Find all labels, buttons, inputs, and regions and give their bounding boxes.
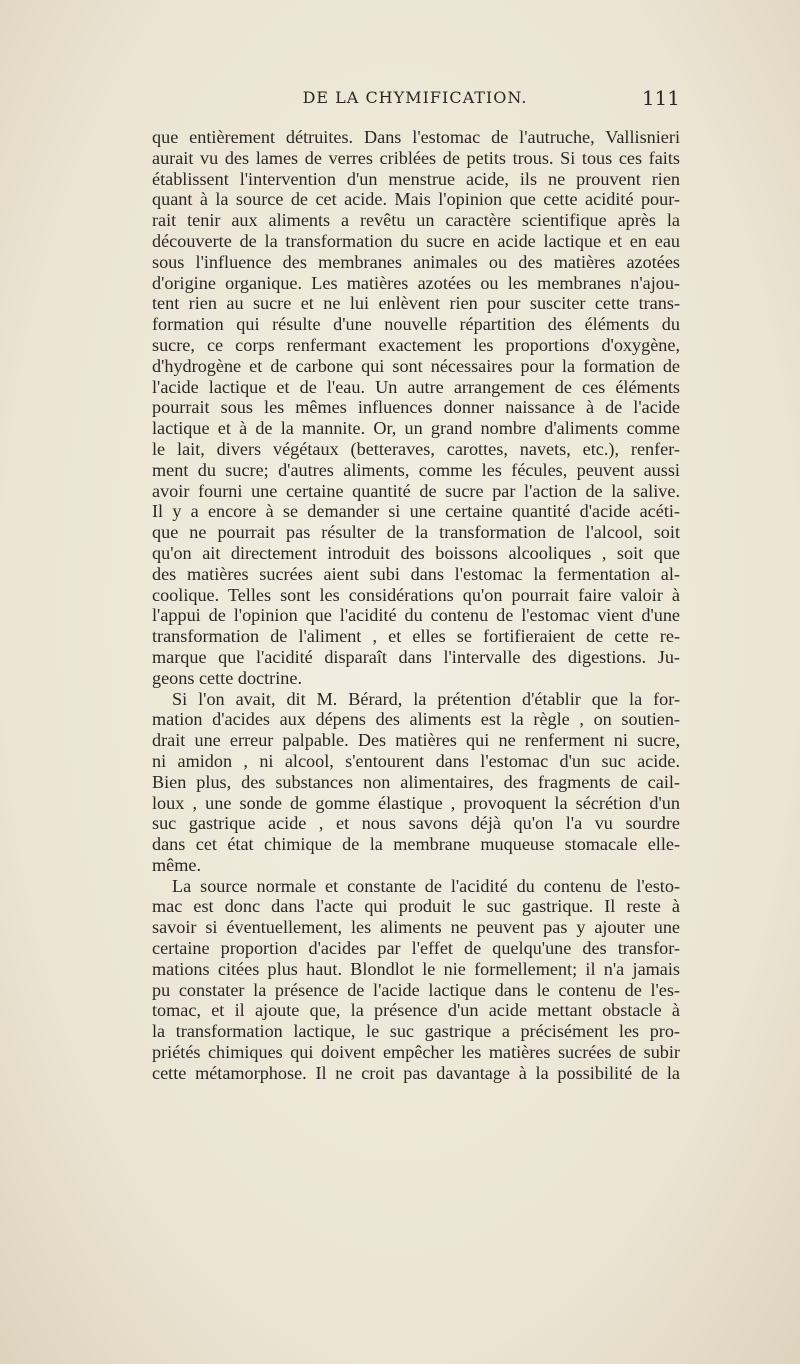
text-line: priétés chimiques qui doivent empêcher les matières sucrées de subir bbox=[152, 1042, 680, 1063]
body-text bbox=[152, 127, 680, 1084]
text-line: ment du sucre; d'autres aliments, comme les fécules, peuvent aussi bbox=[152, 459, 680, 480]
text-line: loux , une sonde de gomme élastique , provoquent la sécrétion d'un bbox=[152, 792, 680, 813]
text-line: d'hydrogène et de carbone qui sont nécessaires pour la formation de bbox=[152, 355, 680, 376]
text-line: le lait, divers végétaux (betteraves, carottes, navets, etc.), renfer- bbox=[152, 438, 680, 459]
text-line: drait une erreur palpable. Des matières qui ne renferment ni sucre, bbox=[152, 730, 680, 751]
text-line: lactique et à de la mannite. Or, un grand nombre d'aliments comme bbox=[152, 418, 680, 439]
text-line: qu'on ait directement introduit des boissons alcooliques , soit que bbox=[152, 542, 680, 563]
text-line: que entièrement détruites. Dans l'estomac de l'autruche, Vallisnieri bbox=[152, 127, 680, 147]
text-line: Il y a encore à se demander si une certaine quantité d'acide acéti- bbox=[152, 501, 680, 522]
text-line: des matières sucrées aient subi dans l'estomac la fermentation al- bbox=[152, 563, 680, 584]
text-line: formation qui résulte d'une nouvelle répartition des éléments du bbox=[152, 314, 680, 335]
text-line: découverte de la transformation du sucre en acide lactique et en eau bbox=[152, 230, 680, 251]
text-line: mation d'acides aux dépens des aliments est la règle , on soutien- bbox=[152, 709, 680, 730]
text-line: suc gastrique acide , et nous savons déjà qu'on l'a vu sourdre bbox=[152, 813, 680, 834]
text-line: même. bbox=[152, 854, 201, 875]
text-line: avoir fourni une certaine quantité de sucre par l'action de la salive. bbox=[152, 480, 680, 501]
text-line: Bien plus, des substances non alimentaires, des fragments de cail- bbox=[152, 771, 680, 792]
text-line: rait tenir aux aliments a revêtu un caractère scientifique après la bbox=[152, 210, 680, 231]
text-line: cette métamorphose. Il ne croit pas davantage à la possibilité de la bbox=[152, 1062, 680, 1083]
text-line: aurait vu des lames de verres criblées de petits trous. Si tous ces faits bbox=[152, 147, 680, 168]
text-line: coolique. Telles sont les considérations qu'on pourrait faire valoir à bbox=[152, 584, 680, 605]
text-line: sucre, ce corps renfermant exactement les proportions d'oxygène, bbox=[152, 334, 680, 355]
text-line: Si l'on avait, dit M. Bérard, la prétention d'établir que la for- bbox=[172, 688, 680, 709]
text-line: pourrait sous les mêmes influences donner naissance à de l'acide bbox=[152, 397, 680, 418]
text-line: que ne pourrait pas résulter de la transformation de l'alcool, soit bbox=[152, 522, 680, 543]
text-line: dans cet état chimique de la membrane muqueuse stomacale elle- bbox=[152, 834, 680, 855]
text-line: transformation de l'aliment , et elles se fortifieraient de cette re- bbox=[152, 626, 680, 647]
page-header bbox=[150, 88, 680, 114]
text-line: marque que l'acidité disparaît dans l'intervalle des digestions. Ju- bbox=[152, 646, 680, 667]
page-number: 111 bbox=[641, 86, 680, 110]
text-line: mations citées plus haut. Blondlot le nie formellement; il n'a jamais bbox=[152, 958, 680, 979]
running-title: DE LA CHYMIFICATION. bbox=[302, 88, 528, 107]
text-line: pu constater la présence de l'acide lactique dans le contenu de l'es- bbox=[152, 979, 680, 1000]
text-line: d'origine organique. Les matières azotées ou les membranes n'ajou- bbox=[152, 272, 680, 293]
text-line: la transformation lactique, le suc gastrique a précisément les pro- bbox=[152, 1021, 680, 1042]
text-line: La source normale et constante de l'acidité du contenu de l'esto- bbox=[172, 875, 680, 896]
text-line: l'appui de l'opinion que l'acidité du contenu de l'estomac vient d'une bbox=[152, 605, 680, 626]
text-line: certaine proportion d'acides par l'effet de quelqu'une des transfor- bbox=[152, 938, 680, 959]
text-line: ni amidon , ni alcool, s'entourent dans l'estomac d'un suc acide. bbox=[152, 750, 680, 771]
text-line: tomac, et il ajoute que, la présence d'un acide mettant obstacle à bbox=[152, 1000, 680, 1021]
text-line: mac est donc dans l'acte qui produit le suc gastrique. Il reste à bbox=[152, 896, 680, 917]
text-line: l'acide lactique et de l'eau. Un autre arrangement de ces éléments bbox=[152, 376, 680, 397]
text-line: geons cette doctrine. bbox=[152, 667, 302, 688]
text-line: tent rien au sucre et ne lui enlèvent rien pour susciter cette trans- bbox=[152, 293, 680, 314]
text-line: quant à la source de cet acide. Mais l'opinion que cette acidité pour- bbox=[152, 189, 680, 210]
text-line: établissent l'intervention d'un menstrue acide, ils ne prouvent rien bbox=[152, 168, 680, 189]
text-line: sous l'influence des membranes animales ou des matières azotées bbox=[152, 251, 680, 272]
text-line: savoir si éventuellement, les aliments ne peuvent pas y ajouter une bbox=[152, 917, 680, 938]
